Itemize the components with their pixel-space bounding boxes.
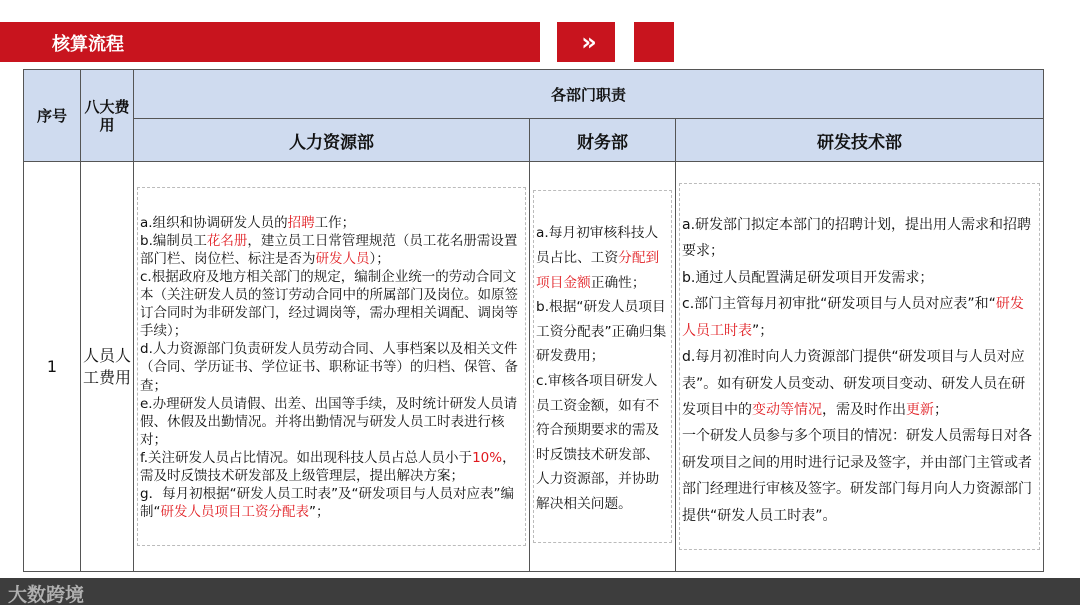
hr-item-e: e.办理研发人员请假、出差、出国等手续，及时统计研发人员请假、休假及出勤情况。并将出勤情况与研发人员工时表进行核对；: [140, 395, 518, 448]
hr-item-d: d.人力资源部门负责研发人员劳动合同、人事档案以及相关文件（合同、学历证书、学位证书、职称证书等）的归档、保管、备查；: [140, 341, 518, 394]
fin-item-c: c.审核各项目研发人员工资金额，如有不符合预期要求的需及时反馈技术研发部、人力资源部，并协助解决相关问题。: [536, 373, 660, 512]
responsibility-table: [23, 69, 1043, 572]
rd-item-d: d.每月初准时向人力资源部门提供“研发项目与人员对应表”。如有研发人员变动、研发项目变动、研发人员在研发项目中的变动等情况，需及时作出更新；: [682, 349, 1026, 418]
header-department-duties: 各部门职责: [134, 70, 1044, 119]
header-finance-dept: 财务部: [530, 119, 676, 162]
page-title: 核算流程: [52, 34, 124, 55]
header-rd-dept: 研发技术部: [676, 119, 1044, 162]
hr-item-b: b.编制员工花名册，建立员工日常管理规范（员工花名册需设置部门栏、岗位栏、标注是否为研发人员）；: [140, 232, 518, 267]
header-hr-dept: 人力资源部: [134, 119, 530, 162]
fin-item-a: a.每月初审核科技人员占比、工资分配到项目金额正确性；: [536, 225, 660, 291]
hr-item-g: g．每月初根据“研发人员工时表”及“研发项目与人员对应表”编制“研发人员项目工资分配表”；: [140, 486, 515, 521]
watermark-logo: 大数跨境: [8, 584, 85, 606]
decorative-red-block: [634, 22, 674, 62]
row-category: 人员人工费用: [81, 162, 134, 572]
hr-duties-cell: [134, 162, 530, 572]
rd-item-b: b.通过人员配置满足研发项目开发需求；: [682, 269, 934, 286]
fin-item-b: b.根据“研发人员项目工资分配表”正确归集研发费用；: [536, 299, 667, 365]
forward-arrow-icon: »: [557, 22, 615, 62]
header-category: 八大费用: [81, 70, 134, 162]
table-row: [24, 162, 1044, 572]
hr-item-f: f.关注研发人员占比情况。如出现科技人员占总人员小于10%，需及时反馈技术研发部及上级管理层，提出解决方案；: [140, 449, 516, 485]
hr-item-a: a.组织和协调研发人员的招聘工作；: [140, 214, 356, 231]
rd-duties-cell: [676, 162, 1044, 572]
finance-duties-cell: [530, 162, 676, 572]
hr-item-c: c.根据政府及地方相关部门的规定，编制企业统一的劳动合同文本（关注研发人员的签订劳动合同中的所属部门及岗位。如原签订合同时为非研发部门，经过调岗等，需办理相关调配、调岗等手续）；: [140, 268, 518, 340]
header-index: 序号: [24, 70, 81, 162]
rd-item-a: a.研发部门拟定本部门的招聘计划，提出用人需求和招聘要求；: [682, 217, 1032, 260]
rd-item-c: c.部门主管每月初审批“研发项目与人员对应表”和“研发人员工时表”；: [682, 296, 1024, 339]
footer-bar: [0, 578, 1080, 605]
row-index: 1: [24, 162, 81, 572]
rd-item-e: 一个研发人员参与多个项目的情况：研发人员需每日对各研发项目之间的用时进行记录及签字，并由部门主管或者部门经理进行审核及签字。研发部门每月向人力资源部门提供“研发人员工时表”。: [682, 428, 1032, 524]
